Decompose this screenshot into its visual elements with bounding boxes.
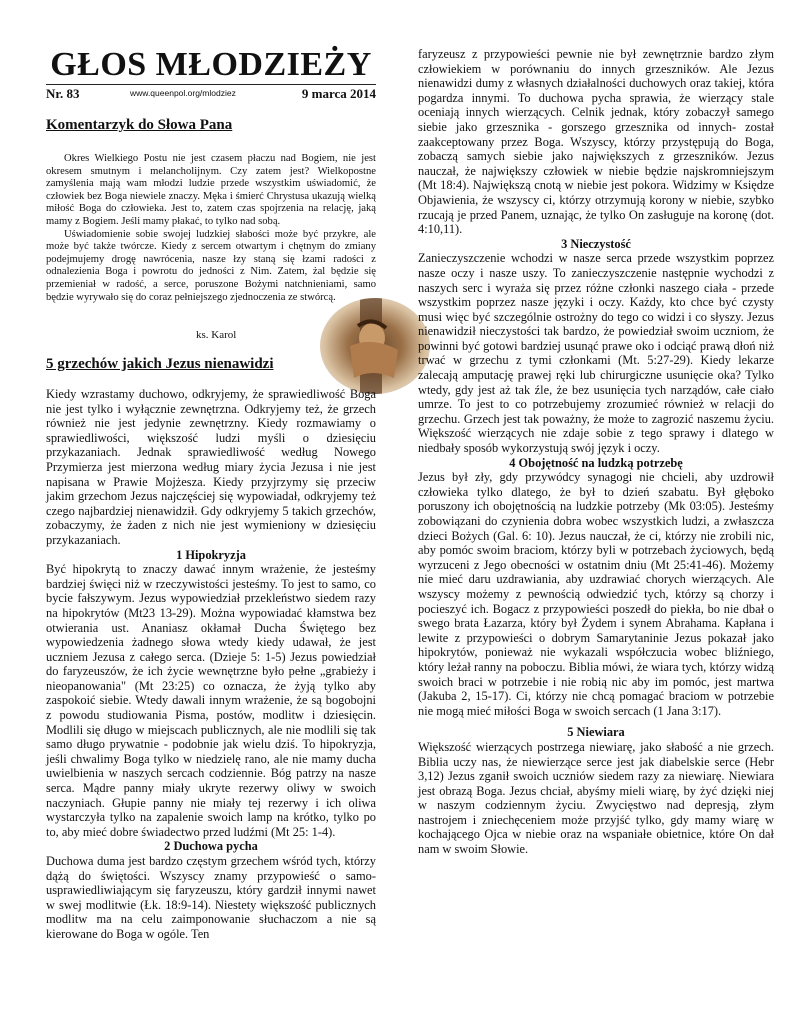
subheading-indifference: 4 Obojętność na ludzką potrzebę: [509, 455, 683, 470]
issue-date: 9 marca 2014: [301, 86, 376, 101]
issue-number: Nr. 83: [46, 86, 80, 101]
masthead-rule: [46, 84, 376, 85]
crucified-christ-illustration: [320, 298, 430, 394]
website-url: www.queenpol.org/mlodziez: [130, 88, 236, 98]
masthead-title: GŁOS MŁODZIEŻY: [50, 46, 372, 83]
commentary-paragraph: Uświadomienie sobie swojej ludzkiej słabości może być przykre, ale może być także twórcze. Kiedy z sercem otwartym i chętnym do zmiany podejmujemy drogę nawrócenia, nasze łzy staną się łzami radości z odnalezienia Boga i powrotu do jedności z Nim. Zatem, żal będzie się przemieniał w radość, a serce, poruszone Bożymi natchnieniami, samo będzie wyrywało się do coraz pełniejszego zjednoczenia ze stwórcą.: [46, 228, 376, 303]
paragraph-hypocrisy: Być hipokrytą to znaczy dawać innym wrażenie, że jesteśmy bardziej święci niż w rzeczywistości jesteśmy. To jest to samo, co bycie fałszywym. Jezus wypowiedział przekleństwo siedem razy na hipokrytów (Mt23 13-29). Można wypowiadać kłamstwa bez otwierania ust. Ananiasz okłamał Ducha Świętego bez wypowiedzenia żadnego słowa wtedy kiedy udawał, że jest uczniem Jezusa z całego serca. (Dzieje 5: 1-5) Jezus powiedział do faryzeuszów, że ich życie wewnętrzne było pełne „grabieży i nieopanowania" (Mt 23:25) co oznacza, że żyją tylko aby zaspokoić siebie. Wtedy dawali innym wrażenie, że są bogobojni z powodu studiowania Pisma, postów, modlitw i dziesięcin. Modlili się długo w miejscach publicznych, ale nie modlili się tak samo długo prywatnie - podobnie jak wielu dziś. To hipokryzja, jeśli chwalimy Boga tylko w niedzielę rano, ale nie mamy ducha uwielbienia w naszych sercach codziennie. Bóg patrzy na nasze serca. Mądre panny miały ukryte rezerwy oliwy w swoich naczyniach. Głupie panny nie miały tej rezerwy i ich oliwa wystarczyła tylko na zapalenie swoich lamp na krótko, tylko po to, aby mieć dobre świadectwo przed ludźmi (Mt 25: 1-4).: [46, 562, 376, 839]
paragraph-indifference: Jezus był zły, gdy przywódcy synagogi nie chcieli, aby uzdrowił człowieka tylko dlatego, że był to dzień szabatu. Był głęboko poruszony ich obojętnością na ludzkie potrzeby (Mk 03:05). Jesteśmy zobowiązani do czynienia dobra wobec wszystkich ludzi, a zwłaszcza dzieci Bożych (Gal. 6: 10). Jezus nauczał, że ci, którzy nie zrobili nic, aby pomóc swoim braciom, którzy byli w potrzebach życiowych, będą wyrzuceni z Jego obecności w ostatnim dniu (Mt 25:41-46). Możemy nie mieć daru uzdrawiania, aby uzdrawiać chorych wierzących. Ale wszyscy możemy z pewnością odwiedzić tych, którzy są chorzy i pocieszyć ich. Bogacz z przypowieści poszedł do piekła, bo nie dbał o swego brata Łazarza, który był Żydem i synem Abrahama. Kapłana i lewite z przypowieści o dobrym Samarytaninie Jezus pokazał jako hipokrytów, ponieważ nie wykazali współczucia wobec bliźniego, który leżał ranny na poboczu. Biblia mówi, że wiara tych, którzy widzą swoich braci w potrzebie i nie robią nic aby im pomóc, jest martwa (Jakuba 2, 15-17). Ci, którzy nie chcą pomagać braciom w potrzebie nie mogą mieć miłości Boga w swoich sercach (1 Jana 3:17).: [418, 470, 774, 718]
crucified-christ-photo: [320, 298, 430, 394]
author-signature: ks. Karol: [196, 329, 237, 341]
masthead: [46, 47, 376, 83]
article-intro: Kiedy wzrastamy duchowo, odkryjemy, że sprawiedliwość Boga nie jest tylko i wyłącznie zewnętrzna. Odkryjemy też, że grzech również nie jest jedynie zewnętrzny. Kiedy rozmawiamy o sprawiedliwości, większość ludzi myśli o dziesięciu przykazaniach. Jednak sprawiedliwość według Nowego Przymierza jest mierzona według miary życia Jezusa i nie jest napisana w Prawie Mojżesza. Kiedy przyjrzymy się przeciw jakim grzechom Jezus najczęściej się wypowiadał, odkryjemy też czego najbardziej nienawidził. Gdy odkryjemy 5 takich grzechów, zobaczymy, że żaden z nich nie jest wymieniony w dziesięciu przykazaniach.: [46, 387, 376, 547]
commentary-body: [46, 153, 376, 304]
paragraph-spiritual-pride-cont: faryzeusz z przypowieści pewnie nie był zewnętrznie bardzo złym człowiekiem w porównaniu do innych grzeszników. Ale Jezus nienawidzi dumy z własnych działalności duchowych oraz takiej, która pogardza innymi. To duchowa pycha sprawia, że wierzący stale oceniają innych wierzących. Celnik jednak, który zobaczył samego siebie jako grzesznika - gorszego grzesznika od innych- został zaakceptowany przez Boga. Wszyscy, którzy przystępują do Boga, zobaczą samych siebie jako największych z grzeszników. Jezus nauczał, że największy człowiek w niebie będzie najskromniejszym (Mt 18:4). Największą cnotą w niebie jest pokora. Widzimy w Księdze Objawienia, że wszyscy ci, którzy otrzymują korony w niebie, szybko rzucają je przed Panem, uznając, że tylko On zasługuje na koronę (dot. 4:10,11).: [418, 47, 774, 237]
paragraph-spiritual-pride-start: Duchowa duma jest bardzo częstym grzechem wśród tych, którzy dążą do świętości. Wszyscy znamy przypowieść o samo-usprawiedliwiającym się faryzeuszu, który gardził innymi nawet w swej modlitwie (Łk. 18:9-14). Niestety większość publicznych modlitw ma na celu zaimponowanie słuchaczom a nie są kierowane do Boga w ogóle. Ten: [46, 854, 376, 941]
subheading-unbelief: 5 Niewiara: [567, 725, 625, 740]
subheading-spiritual-pride: 2 Duchowa pycha: [164, 839, 258, 854]
issue-meta: [46, 86, 376, 102]
subheading-impurity: 3 Nieczystość: [561, 236, 631, 251]
section-heading-commentary: Komentarzyk do Słowa Pana: [46, 117, 233, 133]
section-heading-five-sins: 5 grzechów jakich Jezus nienawidzi: [46, 356, 274, 372]
article-column-right: [418, 47, 774, 857]
commentary-paragraph: Okres Wielkiego Postu nie jest czasem płaczu nad Bogiem, nie jest okresem smutnym i melancholijnym. Czy zatem jest? Wielkopostne zamyślenia mają wam młodzi ludzie przede wszystkim uświadomić, że człowiek bez Boga niewiele znaczy. Męka i śmierć Chrystusa ukazują wielką miłość Boga do człowieka. Jest to, zatem czas spojrzenia na relację, jaką mamy z Bogiem. Jeśli mamy płakać, to tylko nad sobą.: [46, 153, 376, 227]
subheading-hypocrisy: 1 Hipokryzja: [176, 547, 246, 562]
article-column-left: [46, 387, 376, 942]
paragraph-impurity: Zanieczyszczenie wchodzi w nasze serca przede wszystkim poprzez nasze oczy i nasze uszy. To zanieczyszczenie następnie wychodzi z naszych serc i wyraża się przez różne członki naszego ciała - przede wszystkim poprzez nasze języki i oczy. Każdy, kto chce być czysty musi więc być szczególnie ostrożny do tego co widzi i co słyszy. Jezus nienawidził nieczystości tak bardzo, że powiedział swoim uczniom, że powinni być gotowi bardziej usunąć prawe oko i odciąć prawą dłoń niż trwać w grzechu z tymi członkami (Mt. 5:27-29). Kiedy lekarze zalecają amputację prawej ręki lub chirurgiczne usunięcie oka? Tylko wtedy, gdy jest aż tak źle, że bez usunięcia tych narządów, całe ciało umrze. To jest to co potrzebujemy zrozumieć również w relacji do grzechu. Grzech jest tak poważny, że może to zagrozić naszemu życiu. Większość wierzących nie zdaje sobie z tego sprawy i dlatego w niedbały sposób wykorzystują swój język i oczy.: [418, 251, 774, 456]
paragraph-unbelief: Większość wierzących postrzega niewiarę, jako słabość a nie grzech. Biblia uczy nas, że niewierzące serce jest jak diabelskie serce (Hebr 3,12) Jezus zganił swoich uczniów siedem razy za niewiarę. Niewiara jest obrazą Boga. Jezus chciał, abyśmy mieli wiarę, by żyć dzięki niej w naszym codziennym życiu. Zwycięstwo nad depresją, złym nastrojem i zniechęceniem może przyjść tylko, gdy mamy wiarę w kochającego Ojca w niebie oraz na wspaniałe obietnice, które On dał nam w swoim Słowie.: [418, 739, 774, 857]
